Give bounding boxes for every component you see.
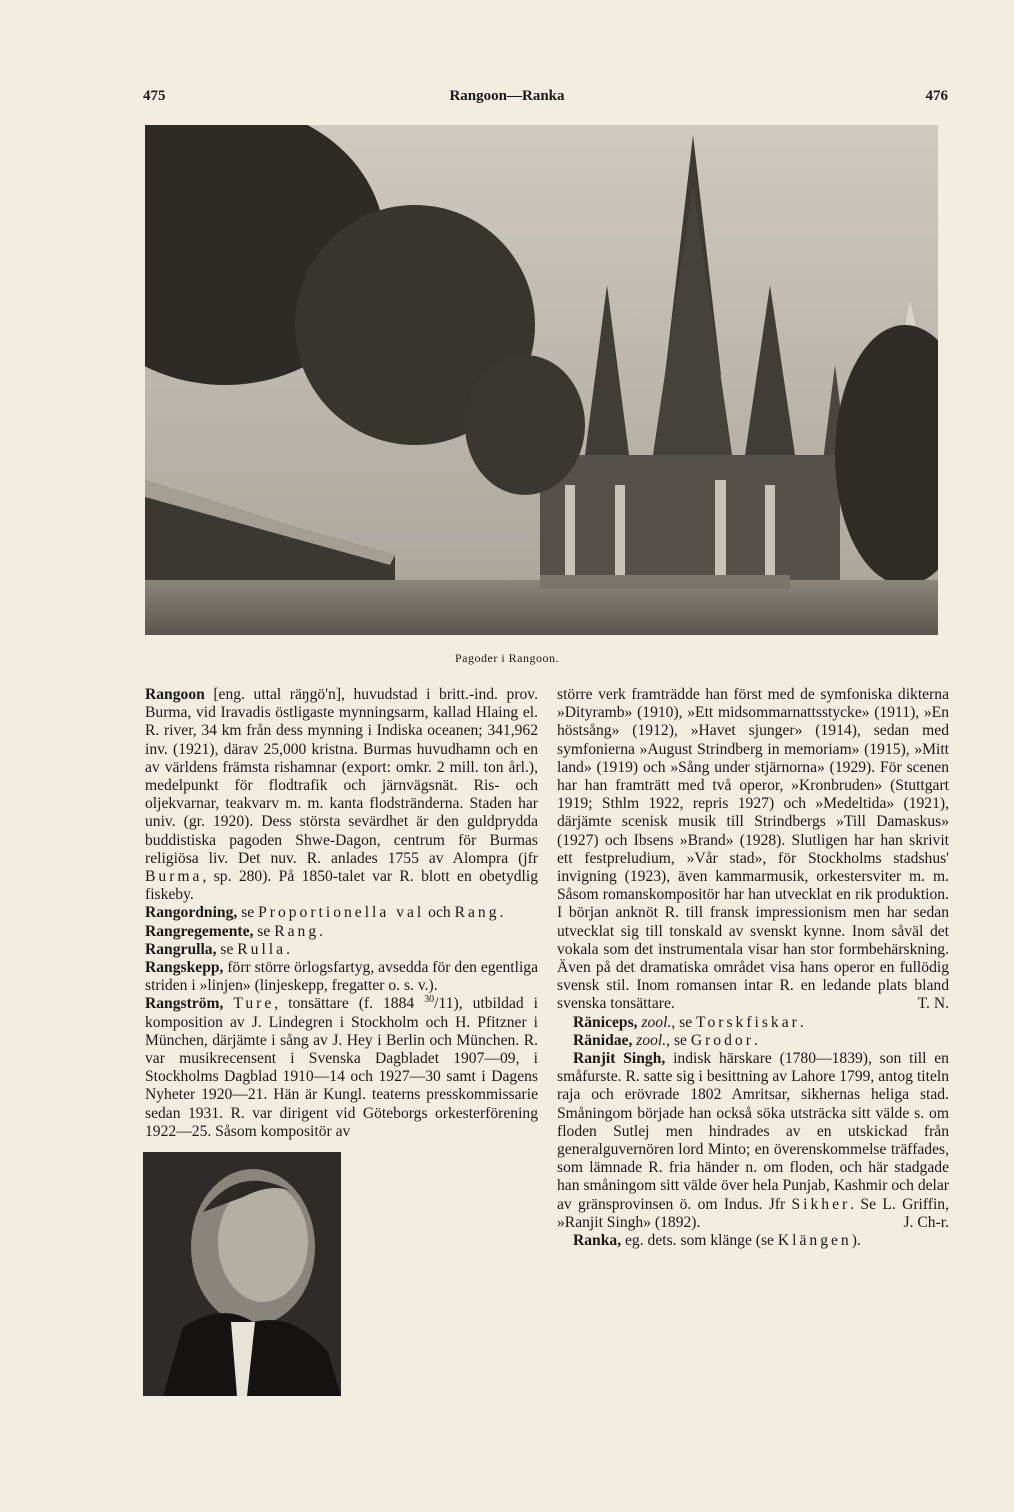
page-number-right: 476 (925, 88, 948, 104)
running-title: Rangoon—Ranka (449, 88, 565, 104)
author-signature: T. N. (917, 995, 949, 1013)
headword: Rangregemente, (145, 922, 254, 940)
headword: Rangoon (145, 686, 205, 703)
entry-rangordning: Rangordning, se Proportionella val och Rang. (145, 904, 504, 922)
cross-reference: Proportionella val (258, 904, 425, 922)
page-number-left: 475 (143, 88, 166, 104)
entry-raniceps: Räniceps, zool., se Torskfiskar. (573, 1013, 804, 1031)
entry-ranidae: Ränidae, zool., se Grodor. (573, 1031, 758, 1049)
running-header (0, 88, 1014, 116)
headword: Rangskepp, (145, 959, 224, 977)
text-column-right (557, 686, 949, 1250)
portrait-photograph (143, 1152, 341, 1396)
entry-rangstrom-continued: större verk framträdde han först med de symfoniska dikterna »Dityramb» (1910), »Ett midsommarnattsstycke» (1911), »En höstsång» (1912), »Havet sjunger» (1914), sedan med symfonierna »August Strindberg in memoriam» (1915), »Mitt land» (1919) och »Sång under stjärnorna» (1929). För scenen har han framträtt med två operor, »Kronbruden» (Stuttgart 1919; Sthlm 1922, repris 1927) och »Medeltida» (1921), därjämte scenisk musik till Strindbergs »Till Damaskus» (1927) och Ibsens »Brand» (1928). Slutligen har han skrivit ett festpreludium, »Vår stad», för Stockholms stadshus' invigning (1923), även kammarmusik, orkestersviter m. m. Såsom romanskompositör har han utvecklat en rik produktion. I början anknöt R. till fransk impressionism men har sedan utvecklat sig till tonskald av svenskt kynne. Inom såväl det vokala som det instrumentala visar han stor formbehärskning. Även på det dramatiska området visa hans operor en fullödig svensk stil. Inom romansen intar R. en ledande plats bland svenska tonsättare. T. N. (557, 686, 949, 1013)
entry-rangoon: Rangoon [eng. uttal räŋgö'n], huvudstad i britt.-ind. prov. Burma, vid Iravadis östligaste mynningsarm, kallad Hlaing el. R. river, 34 km från dess mynning i Indiska oceanen; 341,962 inv. (1921), därav 25,000 kristna. Burmas huvudhamn och en av världens främsta rishamnar (export: omkr. 2 mill. ton årl.), medelpunkt för flodtrafik och järnvägsnät. Ris- och oljekvarnar, teakvarv m. m. kanta flodstränderna. Staden har univ. (gr. 1920). Dess största sevärdhet är den guldprydda buddistiska pagoden Shwe-Dagon, centrum för Burmas religiösa liv. Det nuv. R. anlades 1755 av Alompra (jfr Burma, sp. 280). På 1850-talet var R. blott en obetydlig fiskeby. (145, 686, 538, 904)
cross-reference: Grodor (690, 1031, 754, 1049)
cross-reference: Rang (274, 922, 320, 940)
entry-ranjit-singh: Ranjit Singh, indisk härskare (1780—1839), son till en småfurste. R. satte sig i besittning av Lahore 1799, antog titeln raja och erövrade 1802 Amritsar, sikhernas heliga stad. Småningom började han också söka utsträcka sitt välde s. om floden Sutlej men hindrades av en utskickad från generalguvernören lord Minto; en överenskommelse träffades, som lämnade R. fria händer n. om floden, och här stadgade han småningom sitt välde över hela Punjab, Kashmir och delar av gränsprovinsen ö. om Indus. Jfr Sikher. Se L. Griffin, »Ranjit Singh» (1892). J. Ch-r. (557, 1050, 949, 1231)
person-name: Ture (233, 995, 275, 1013)
cross-reference: Rulla (237, 940, 287, 958)
headword: Rangordning, (145, 904, 238, 922)
headword: Ranka, (573, 1232, 622, 1250)
entry-rangstrom: Rangström, Ture, tonsättare (f. 1884 $^{30}$/11), utbildad i komposition av J. Lindegren i Stockholm och H. Pfitzner i München, därjämte i sång av J. Hey i Berlin och München. R. var musikrecensent i Svenska Dagbladet 1907—09, i Stockholms Dagblad 1910—14 och 1927—30 samt i Dagens Nyheter 1920—21. Hän är Kungl. teaterns presskommissarie sedan 1931. R. var dirigent vid Göteborgs orkesterförening 1922—25. Såsom kompositör av (145, 994, 538, 1140)
entry-ranka: Ranka, eg. dets. som klänge (se Klängen). (573, 1232, 861, 1250)
author-signature: J. Ch-r. (903, 1213, 949, 1231)
cross-reference: Burma (145, 868, 203, 886)
entry-rangskepp: Rangskepp, förr större örlogsfartyg, avsedda för den egentliga striden i »linjen» (linjeskepp, fregatter o. s. v.). (145, 959, 538, 995)
photo-caption: Pagoder i Rangoon. (455, 651, 559, 665)
headword: Ranjit Singh, (573, 1050, 666, 1068)
headword: Rangrulla, (145, 940, 217, 958)
cross-reference: Rang (454, 904, 500, 922)
headword: Ränidae, (573, 1031, 633, 1049)
cross-reference: Sikher (791, 1195, 851, 1213)
entry-rangregemente: Rangregemente, se Rang. (145, 922, 324, 940)
headword: Räniceps, (573, 1013, 638, 1031)
cross-reference: Torskfiskar (696, 1013, 800, 1031)
headword: Rangström, (145, 995, 224, 1013)
entry-rangrulla: Rangrulla, se Rulla. (145, 940, 290, 958)
pagoda-photograph (145, 125, 938, 635)
cross-reference: Klängen (777, 1232, 852, 1250)
